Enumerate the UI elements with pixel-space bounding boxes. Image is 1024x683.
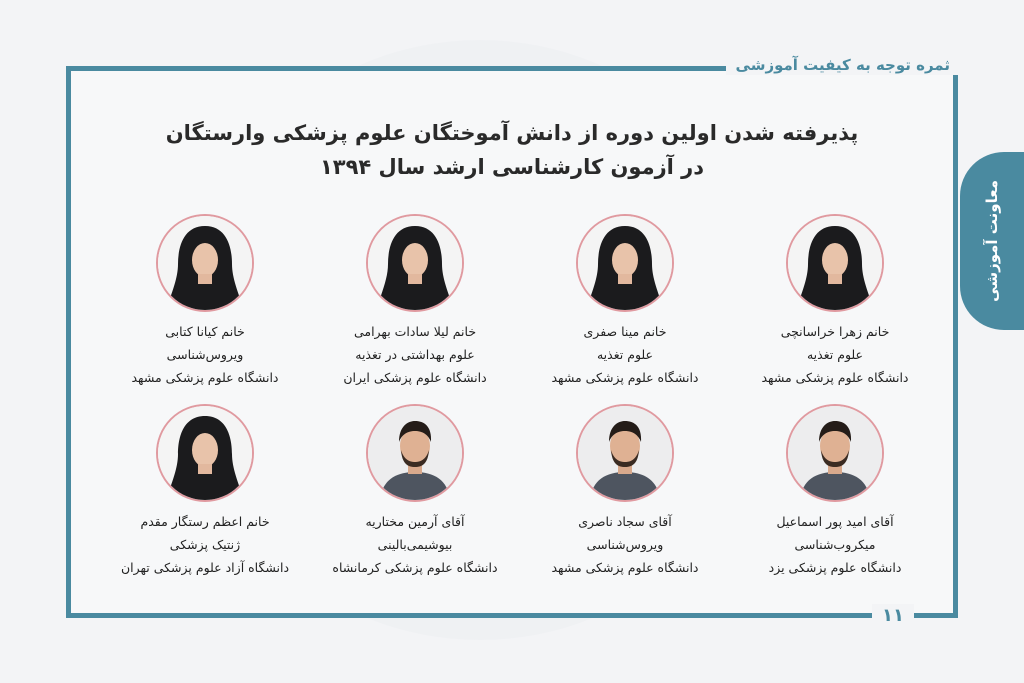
- people-grid: [100, 214, 940, 594]
- page-title: [100, 116, 924, 184]
- person-university: دانشگاه علوم پزشکی مشهد: [551, 370, 699, 385]
- person-university: دانشگاه آزاد علوم پزشکی تهران: [120, 560, 290, 575]
- side-tab-label: معاونت آموزشی: [983, 180, 1001, 302]
- person-name: آقای امید پور اسماعیل: [776, 514, 894, 529]
- person-name: خانم اعظم رستگار مقدم: [140, 514, 270, 529]
- person-university: دانشگاه علوم پزشکی مشهد: [131, 370, 279, 385]
- title-line-2: در آزمون کارشناسی ارشد سال ۱۳۹۴: [319, 155, 705, 179]
- person-field: ویروس‌شناسی: [166, 347, 244, 362]
- side-tab: [960, 152, 1024, 330]
- person-field: علوم تغذیه: [806, 347, 864, 362]
- portrait-photo: [786, 214, 884, 312]
- person-card: [100, 404, 310, 594]
- person-card: [310, 214, 520, 404]
- person-card: [730, 404, 940, 594]
- portrait-photo: [366, 404, 464, 502]
- person-field: ویروس‌شناسی: [586, 537, 664, 552]
- title-line-1: پذیرفته شدن اولین دوره از دانش آموختگان علوم پزشکی وارستگان: [165, 121, 859, 145]
- person-university: دانشگاه علوم پزشکی یزد: [768, 560, 902, 575]
- person-field: علوم بهداشتی در تغذیه: [355, 347, 475, 362]
- person-name: خانم زهرا خراسانچی: [780, 324, 890, 339]
- person-university: دانشگاه علوم پزشکی ایران: [343, 370, 487, 385]
- page-number: ۱۱: [872, 604, 914, 628]
- person-field: ژنتیک پزشکی: [169, 537, 241, 552]
- portrait-photo: [576, 404, 674, 502]
- person-field: علوم تغذیه: [596, 347, 654, 362]
- person-name: خانم کیانا کتابی: [165, 324, 245, 339]
- portrait-photo: [786, 404, 884, 502]
- person-name: آقای سجاد ناصری: [578, 514, 672, 529]
- person-card: [520, 404, 730, 594]
- person-name: خانم لیلا سادات بهرامی: [353, 324, 477, 339]
- person-field: بیوشیمی‌بالینی: [377, 537, 453, 552]
- portrait-photo: [576, 214, 674, 312]
- portrait-photo: [366, 214, 464, 312]
- portrait-photo: [156, 214, 254, 312]
- person-card: [730, 214, 940, 404]
- person-university: دانشگاه علوم پزشکی کرمانشاه: [332, 560, 498, 575]
- person-field: میکروب‌شناسی: [794, 537, 876, 552]
- person-card: [100, 214, 310, 404]
- person-university: دانشگاه علوم پزشکی مشهد: [551, 560, 699, 575]
- header-label: ثمره توجه به کیفیت آموزشی: [726, 55, 960, 75]
- person-name: آقای آرمین مختاریه: [365, 514, 465, 529]
- person-university: دانشگاه علوم پزشکی مشهد: [761, 370, 909, 385]
- person-card: [310, 404, 520, 594]
- portrait-photo: [156, 404, 254, 502]
- person-card: [520, 214, 730, 404]
- person-name: خانم مینا صفری: [583, 324, 667, 339]
